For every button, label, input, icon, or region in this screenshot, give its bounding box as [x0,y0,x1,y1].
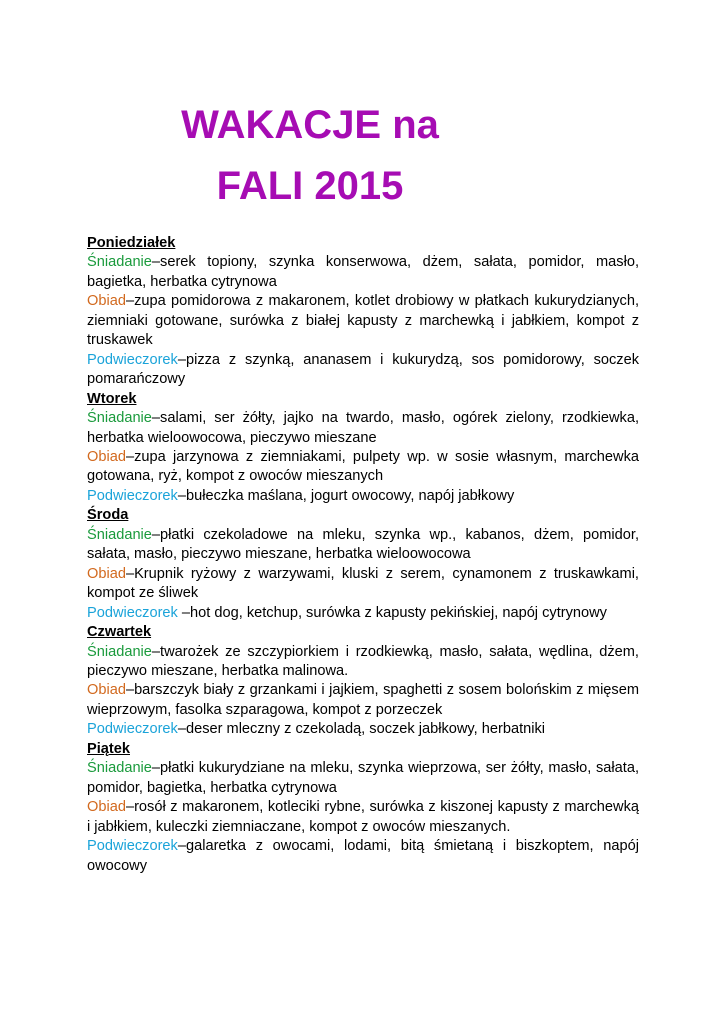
meal-breakfast [87,759,639,798]
meal-label: Obiad [87,293,126,310]
day-heading: Poniedziałek [87,235,176,251]
day-heading: Środa [87,507,129,524]
meal-label: Śniadanie [87,410,152,427]
day-heading: Piątek [87,740,130,757]
meal-snack [87,720,639,739]
meal-description: –Krupnik ryżowy z warzywami, kluski z serem, cynamonem z truskawkami, kompot ze śliwek [87,565,639,602]
meal-description: –bułeczka maślana, jogurt owocowy, napój jabłkowy [177,487,515,504]
meal-description: –płatki kukurydziane na mleku, szynka wieprzowa, ser żółty, masło, sałata, pomidor, bagietka, herbatka cytrynowa [87,760,639,796]
meal-snack [87,487,639,506]
meal-label: Śniadanie [87,760,152,777]
meal-label: Śniadanie [87,526,152,543]
meal-snack [87,351,639,390]
day-heading: Wtorek [87,390,137,407]
meal-breakfast [87,643,639,682]
meal-description: –płatki czekoladowe na mleku, szynka wp., kabanos, dżem, pomidor, sałata, masło, pieczywo mieszane, herbatka wieloowocowa [87,526,639,563]
meal-description: –twarożek ze szczypiorkiem i rzodkiewką, masło, sałata, wędlina, dżem, pieczywo mieszane, herbatka malinowa. [87,643,639,679]
meal-snack [87,837,639,876]
meal-description: –barszczyk biały z grzankami i jajkiem, spaghetti z sosem bolońskim z mięsem wieprzowym, fasolka szparagowa, kompot z porzeczek [87,682,639,718]
meal-description: –galaretka z owocami, lodami, bitą śmietaną i biszkoptem, napój owocowy [87,838,639,874]
meal-label: Podwieczorek [87,838,178,855]
weekly-menu [87,234,639,876]
meal-lunch [87,681,639,720]
meal-description: –deser mleczny z czekoladą, soczek jabłkowy, herbatniki [177,721,546,738]
meal-label: Podwieczorek [87,721,178,738]
meal-label: Obiad [87,682,126,699]
meal-label: Podwieczorek [87,487,178,504]
meal-label: Obiad [87,448,126,465]
meal-label: Obiad [87,799,126,816]
meal-description: –hot dog, ketchup, surówka z kapusty pekińskiej, napój cytrynowy [177,604,607,621]
meal-description: –rosół z makaronem, kotleciki rybne, surówka z kiszonej kapusty z marchewką i jabłkiem, kuleczki ziemniaczane, kompot z owoców mieszanych. [87,799,639,835]
title-line-2: FALI 2015 [216,164,404,208]
meal-breakfast [87,409,639,448]
meal-label: Obiad [87,565,126,582]
meal-lunch [87,448,639,487]
meal-description: –pizza z szynką, ananasem i kukurydzą, sos pomidorowy, soczek pomarańczowy [87,351,639,388]
meal-breakfast [87,253,639,292]
meal-label: Śniadanie [87,254,152,271]
meal-description: –zupa jarzynowa z ziemniakami, pulpety wp. w sosie własnym, marchewka gotowana, ryż, kompot z owoców mieszanych [87,448,639,485]
meal-description: –zupa pomidorowa z makaronem, kotlet drobiowy w płatkach kukurydzianych, ziemniaki gotowane, surówka z białej kapusty z marchewką i jabłkiem, kompot z truskawek [87,293,639,349]
meal-description: –serek topiony, szynka konserwowa, dżem, sałata, pomidor, masło, bagietka, herbatka cytrynowa [87,254,639,290]
title-line-1: WAKACJE na [181,103,439,147]
meal-label: Podwieczorek [87,351,178,368]
meal-description: –salami, ser żółty, jajko na twardo, masło, ogórek zielony, rzodkiewka, herbatka wieloowocowa, pieczywo mieszane [87,410,639,446]
day-heading: Czwartek [87,624,152,641]
meal-lunch [87,798,639,837]
meal-label: Śniadanie [87,643,152,660]
meal-breakfast [87,526,639,565]
meal-lunch [87,292,639,350]
meal-label: Podwieczorek [87,604,178,621]
meal-snack [87,604,639,623]
meal-lunch [87,565,639,604]
